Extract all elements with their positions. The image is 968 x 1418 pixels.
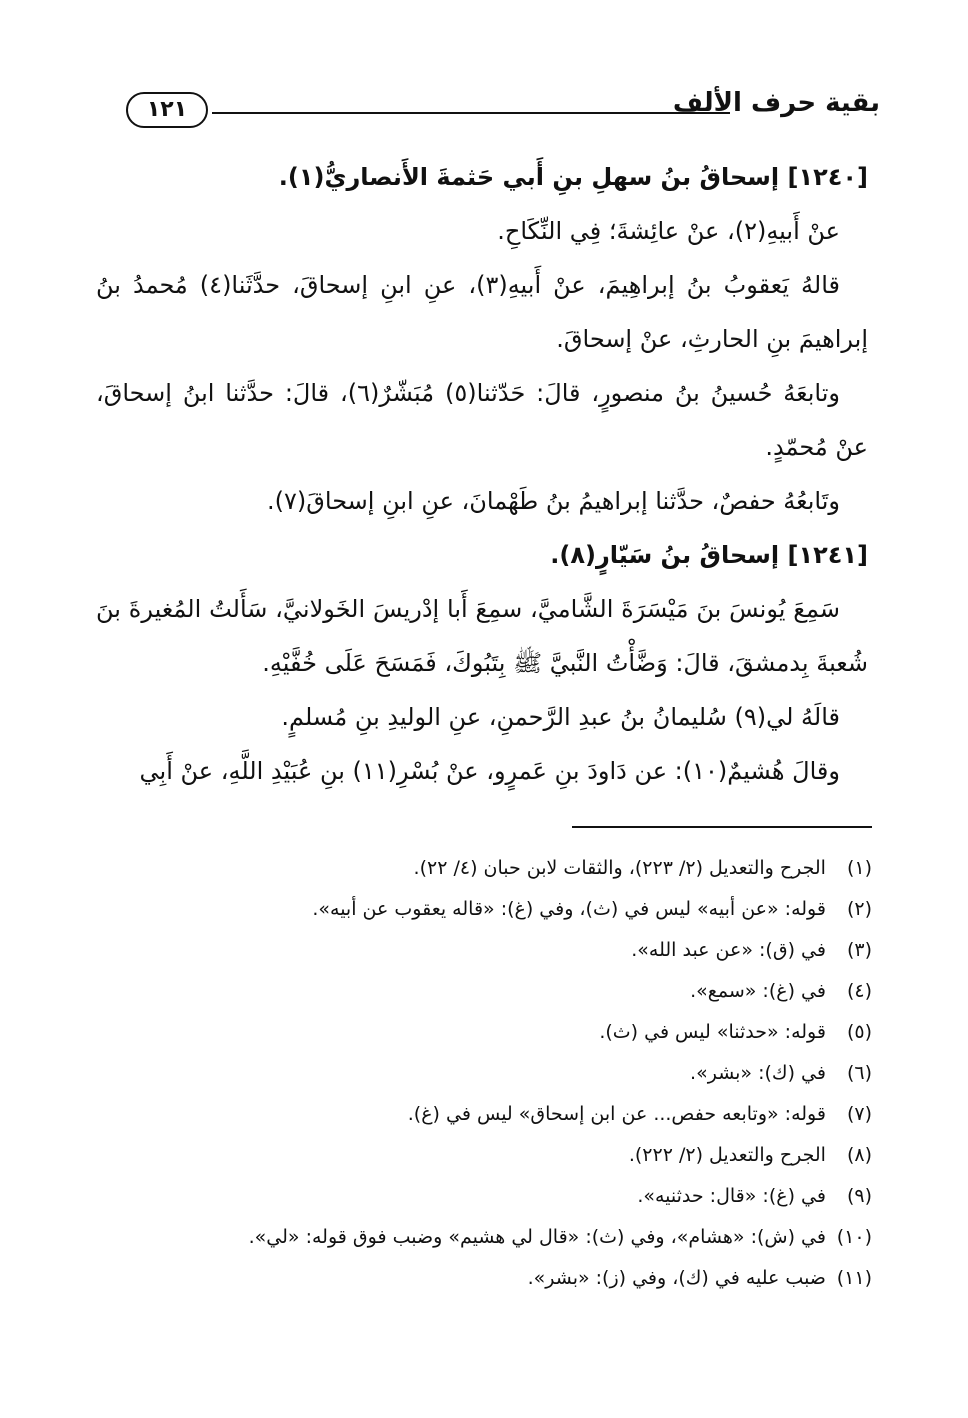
paragraph: قالهُ يَعقوبُ بنُ إبراهِيمَ، عنْ أَبيهِ(٣)، عنِ ابنِ إسحاقَ، حدَّثَنا(٤) مُحمدُ بنُ إبراهيمَ بنِ الحارثِ، عنْ إسحاقَ. [96,271,868,353]
footnote [96,1012,872,1053]
page-number: ١٢١ [126,92,208,128]
paragraph: قالَهُ لي(٩) سُليمانُ بنُ عبدِ الرَّحمنِ، عنِ الوليدِ بنِ مُسلمٍ. [281,703,840,731]
footnote-number: (٥) [846,1021,872,1043]
footnote-number: (٧) [846,1103,872,1125]
footnote-number: (٨) [846,1144,872,1166]
paragraph: وتَابعُهُ حفصٌ، حدَّثنا إبراهيمُ بنُ طَهْمانَ، عنِ ابنِ إسحاقَ(٧). [267,487,840,515]
footnote-text: في (ق): «عن عبد الله». [631,939,826,961]
paragraph: وقالَ هُشيمٌ(١٠): عن دَاودَ بنِ عَمرٍو، عنْ بُسْرِ(١١) بنِ عُبَيْدِ اللَّهِ، عنْ أَبِي [139,757,840,785]
footnote-divider [572,826,872,828]
footnote [96,1258,872,1299]
footnote-number: (٤) [846,980,872,1002]
footnotes [96,848,872,1299]
footnote-number: (١) [846,857,872,879]
paragraph: عنْ أَبيهِ(٢)، عنْ عائِشةَ؛ فِي النِّكَاحِ. [497,217,840,245]
footnote [96,1217,872,1258]
footnote-text: الجرح والتعديل (٢/ ٢٢٣)، والثقات لابن حبان (٤/ ٢٢). [413,857,826,879]
footnote [96,1135,872,1176]
footnote [96,930,872,971]
paragraph: وتابعَهُ حُسينُ بنُ منصورٍ، قالَ: حَدّثنا(٥) مُبَشّرٌ(٦)، قالَ: حدَّثنا ابنُ إسحاقَ، عنْ مُحمّدٍ. [96,379,868,461]
footnote-number: (٣) [846,939,872,961]
entry-title-1241: [١٢٤١] إسحاقُ بنُ سَيّارٍ(٨). [550,541,868,569]
footnote [96,1053,872,1094]
footnote-number: (١١) [836,1267,872,1289]
footnote-number: (٢) [846,898,872,920]
footnote-text: في (ك): «بشر». [690,1062,826,1084]
footnote-text: قوله: «حدثنا» ليس في (ث). [599,1021,826,1043]
footnote [96,1176,872,1217]
footnote-text: في (غ): «سمع». [690,980,826,1002]
footnote-text: ضبب عليه في (ك)، وفي (ز): «بشر». [527,1267,826,1289]
running-title: بقية حرف الألف [672,88,880,118]
footnote-number: (٦) [846,1062,872,1084]
footnote-number: (٩) [846,1185,872,1207]
footnote-text: في (غ): «قال: حدثنيه». [637,1185,826,1207]
footnote-text: قوله: «وتابعه حفص... عن ابن إسحاق» ليس في (غ). [407,1103,826,1125]
header-rule [212,112,730,114]
footnote-text: الجرح والتعديل (٢/ ٢٢٢). [628,1144,826,1166]
page-header [120,88,880,138]
paragraph: سَمِعَ يُونسَ بنَ مَيْسَرَةَ الشَّاميَّ، سمِعَ أَبا إدْريسَ الخَولانيَّ، سَأَلتُ المُغيرةَ بنَ شُعبةَ بِدمشقَ، قالَ: وَضَّأْتُ النَّبيَّ ﷺ بِتَبُوكَ، فَمَسَحَ عَلَى خُفَّيْهِ. [96,595,868,677]
main-text [96,150,868,798]
footnote [96,889,872,930]
footnote [96,971,872,1012]
entry-title-1240: [١٢٤٠] إسحاقُ بنُ سهلِ بنِ أَبي حَثمةَ الأَنصاريُّ(١). [278,163,868,191]
footnote [96,848,872,889]
footnote-text: في (ش): «هشام»، وفي (ث): «قال لي هشيم» وضبب فوق قوله: «لي». [248,1226,826,1248]
footnote [96,1094,872,1135]
footnote-number: (١٠) [836,1226,872,1248]
footnote-text: قوله: «عن أبيه» ليس في (ث)، وفي (غ): «قاله يعقوب عن أبيه». [312,898,826,920]
